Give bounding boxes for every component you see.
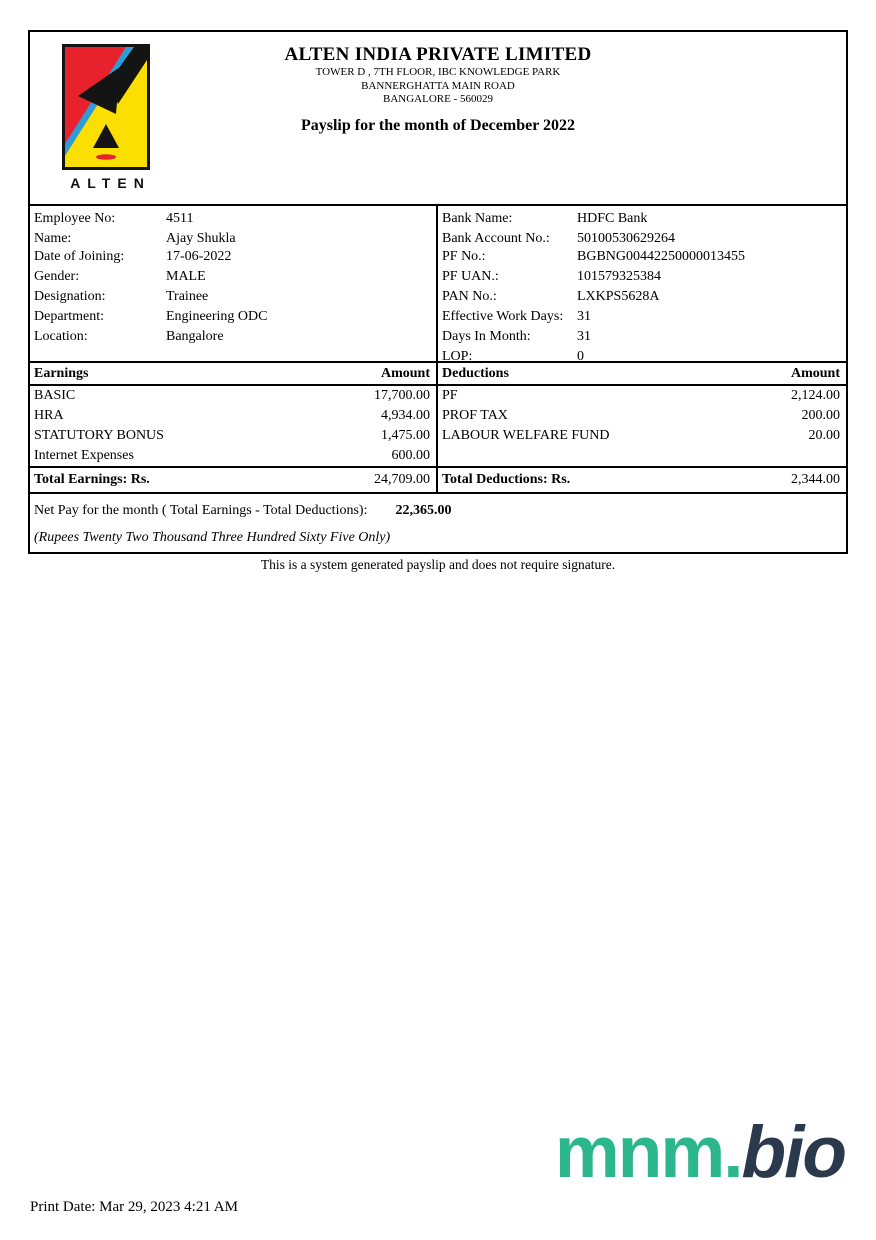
earning-amount: 1,475.00 — [381, 428, 430, 443]
mnm-bio-logo-dark-part: bio — [741, 1112, 845, 1193]
earnings-deductions-body — [30, 386, 846, 466]
field-value: MALE — [166, 269, 206, 284]
mnm-bio-logo-green-part: mnm. — [554, 1112, 742, 1193]
earning-row-statutory-bonus — [30, 426, 436, 446]
pf-no-row — [442, 249, 846, 265]
designation-row — [34, 287, 436, 307]
field-label: Effective Work Days: — [442, 309, 564, 324]
total-deductions-amount: 2,344.00 — [791, 472, 840, 487]
field-label: PF UAN.: — [442, 269, 499, 284]
date-of-joining-row — [34, 249, 436, 265]
deduction-row-labour-welfare-fund — [438, 426, 846, 446]
field-label: Designation: — [34, 289, 106, 304]
net-pay-amount: 22,365.00 — [395, 503, 452, 518]
net-pay-in-words: (Rupees Twenty Two Thousand Three Hundred Sixty Five Only) — [34, 530, 391, 545]
deduction-amount: 20.00 — [808, 428, 840, 443]
system-generated-note: This is a system generated payslip and does not require signature. — [260, 557, 616, 572]
earnings-header-label: Earnings — [34, 365, 89, 381]
total-earnings-amount: 24,709.00 — [374, 472, 430, 487]
field-label: PF No.: — [442, 249, 486, 264]
bank-name-row — [442, 209, 846, 229]
deductions-list — [438, 386, 846, 466]
earning-label: BASIC — [34, 388, 76, 403]
field-value: LXKPS5628A — [577, 289, 660, 304]
deduction-label: PROF TAX — [442, 408, 508, 423]
deductions-header-label: Deductions — [442, 365, 509, 381]
field-value: 0 — [577, 349, 584, 364]
earnings-header — [30, 363, 438, 384]
print-date: Print Date: Mar 29, 2023 4:21 AM — [30, 1199, 238, 1215]
field-label: Date of Joining: — [34, 249, 125, 264]
company-name: ALTEN INDIA PRIVATE LIMITED — [284, 44, 592, 65]
alten-logo-word: ALTEN — [70, 175, 151, 191]
employee-details-right — [438, 206, 846, 364]
location-row — [34, 327, 436, 347]
earning-label: HRA — [34, 408, 64, 423]
field-label: Department: — [34, 309, 104, 324]
earning-amount: 17,700.00 — [374, 388, 430, 403]
total-deductions-label: Total Deductions: Rs. — [442, 472, 571, 487]
field-value: Trainee — [166, 289, 209, 304]
employee-details-left — [30, 206, 438, 361]
bank-account-row — [442, 229, 846, 249]
earnings-amount-header: Amount — [380, 365, 430, 381]
total-earnings-label: Total Earnings: Rs. — [34, 472, 150, 487]
earnings-deductions-header — [30, 363, 846, 386]
payslip-header — [30, 32, 846, 206]
department-row — [34, 307, 436, 327]
field-value: 31 — [577, 309, 591, 324]
deduction-label: LABOUR WELFARE FUND — [442, 428, 610, 443]
company-address-line2: BANNERGHATTA MAIN ROAD — [361, 79, 515, 92]
field-value: Ajay Shukla — [166, 231, 236, 246]
earning-amount: 4,934.00 — [381, 408, 430, 423]
deduction-row-prof-tax — [438, 406, 846, 426]
company-address-line3: BANGALORE - 560029 — [383, 93, 493, 105]
employee-details — [30, 206, 846, 363]
field-value: Bangalore — [166, 329, 224, 344]
earning-row-basic — [30, 386, 436, 406]
field-value: Engineering ODC — [166, 309, 268, 324]
total-earnings — [30, 468, 438, 492]
earning-label: STATUTORY BONUS — [34, 428, 164, 443]
payslip-document — [28, 30, 848, 554]
field-label: Bank Name: — [442, 211, 513, 226]
earning-amount: 600.00 — [391, 448, 430, 463]
employee-no-row — [34, 209, 436, 229]
total-deductions — [438, 468, 846, 492]
field-value: 4511 — [166, 211, 194, 226]
field-label: Days In Month: — [442, 329, 531, 344]
name-row — [34, 229, 436, 249]
field-label: LOP: — [442, 349, 473, 364]
deductions-amount-header: Amount — [790, 365, 840, 381]
field-value: HDFC Bank — [577, 211, 648, 226]
field-value: BGBNG00442250000013455 — [577, 249, 746, 264]
field-label: Employee No: — [34, 211, 116, 226]
net-pay-line — [34, 503, 846, 519]
earning-row-hra — [30, 406, 436, 426]
field-label: PAN No.: — [442, 289, 497, 304]
field-value: 17-06-2022 — [166, 249, 232, 264]
gender-row — [34, 265, 436, 287]
effective-work-days-row — [442, 307, 846, 327]
payslip-title: Payslip for the month of December 2022 — [300, 116, 576, 134]
deduction-row-pf — [438, 386, 846, 406]
pf-uan-row — [442, 265, 846, 287]
field-label: Location: — [34, 329, 88, 344]
deduction-amount: 2,124.00 — [791, 388, 840, 403]
field-value: 50100530629264 — [577, 231, 675, 246]
header-text — [30, 44, 846, 135]
pan-no-row — [442, 287, 846, 307]
earning-label: Internet Expenses — [34, 448, 134, 463]
net-pay-section — [30, 494, 846, 552]
earnings-list — [30, 386, 438, 466]
field-label: Name: — [34, 231, 72, 246]
deduction-label: PF — [442, 388, 458, 403]
field-value: 101579325384 — [577, 269, 661, 284]
mnm-bio-logo — [554, 1112, 845, 1193]
field-value: 31 — [577, 329, 591, 344]
deductions-header — [438, 363, 846, 384]
earning-row-internet-expenses — [30, 446, 436, 466]
deduction-amount: 200.00 — [801, 408, 840, 423]
field-label: Gender: — [34, 269, 80, 284]
totals-row — [30, 466, 846, 494]
net-pay-label: Net Pay for the month ( Total Earnings - Total Deductions): — [34, 503, 368, 518]
days-in-month-row — [442, 327, 846, 347]
field-label: Bank Account No.: — [442, 231, 550, 246]
company-address-line1: TOWER D , 7TH FLOOR, IBC KNOWLEDGE PARK — [315, 66, 561, 78]
